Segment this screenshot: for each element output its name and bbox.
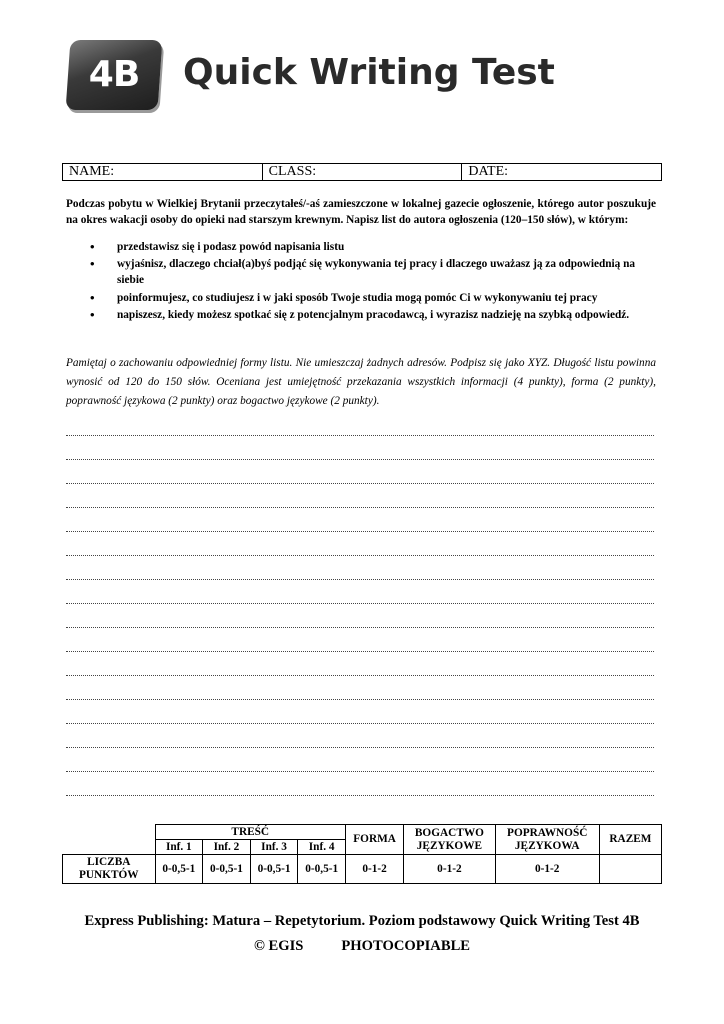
name-field[interactable]: NAME: — [63, 164, 263, 180]
task-bullet-list — [90, 239, 656, 324]
inf-score: 0-0,5-1 — [250, 855, 298, 884]
inf-header: Inf. 4 — [298, 840, 346, 855]
bogactwo-score: 0-1-2 — [404, 855, 495, 884]
inf-score: 0-0,5-1 — [155, 855, 203, 884]
score-table — [62, 824, 662, 884]
writing-line[interactable] — [66, 724, 654, 748]
bogactwo-header: BOGACTWO JĘZYKOWE — [404, 825, 495, 855]
student-info-table — [62, 163, 662, 181]
badge-label: 4B — [88, 54, 140, 95]
writing-line[interactable] — [66, 532, 654, 556]
forma-header: FORMA — [345, 825, 403, 855]
writing-line[interactable] — [66, 700, 654, 724]
inf-score: 0-0,5-1 — [298, 855, 346, 884]
razem-score[interactable] — [599, 855, 661, 884]
writing-area[interactable] — [66, 412, 654, 796]
task-bullet: • wyjaśnisz, dlaczego chciał(a)byś podjąć się wykonywania tej pracy i dlaczego uważasz ją za odpowiednią na siebie — [90, 256, 656, 288]
task-bullet: • napiszesz, kiedy możesz spotkać się z potencjalnym pracodawcą, i wyrazisz nadzieję na szybką odpowiedź. — [90, 307, 656, 323]
writing-line[interactable] — [66, 580, 654, 604]
inf-header: Inf. 2 — [203, 840, 251, 855]
publisher-footer: Express Publishing: Matura – Repetytorium. Poziom podstawowy Quick Writing Test 4B — [84, 913, 640, 929]
class-field[interactable]: CLASS: — [263, 164, 463, 180]
page-title: Quick Writing Test — [183, 52, 555, 93]
task-bullet: • przedstawisz się i podasz powód napisania listu — [90, 239, 656, 255]
writing-line[interactable] — [66, 628, 654, 652]
inf-header: Inf. 1 — [155, 840, 203, 855]
empty-corner — [63, 825, 156, 855]
task-intro: Podczas pobytu w Wielkiej Brytanii przeczytałeś/-aś zamieszczone w lokalnej gazecie ogłoszenie, którego autor poszukuje na okres wakacji osoby do opieki nad starszym krewnym. Napisz list do autora ogłoszenia (120–150 słów), w którym: — [66, 198, 656, 226]
writing-line[interactable] — [66, 460, 654, 484]
test-badge — [66, 40, 163, 110]
photocopiable-text: PHOTOCOPIABLE — [341, 938, 471, 954]
writing-line[interactable] — [66, 676, 654, 700]
writing-line[interactable] — [66, 556, 654, 580]
writing-line[interactable] — [66, 748, 654, 772]
writing-line[interactable] — [66, 436, 654, 460]
writing-line[interactable] — [66, 484, 654, 508]
inf-score: 0-0,5-1 — [203, 855, 251, 884]
forma-score: 0-1-2 — [345, 855, 403, 884]
writing-line[interactable] — [66, 412, 654, 436]
razem-header: RAZEM — [599, 825, 661, 855]
writing-line[interactable] — [66, 508, 654, 532]
writing-line[interactable] — [66, 772, 654, 796]
date-field[interactable]: DATE: — [468, 164, 509, 179]
writing-line[interactable] — [66, 604, 654, 628]
copyright-footer — [0, 938, 724, 955]
poprawnosc-header: POPRAWNOŚĆ JĘZYKOWA — [495, 825, 599, 855]
task-instructions: Pamiętaj o zachowaniu odpowiedniej formy listu. Nie umieszczaj żadnych adresów. Podpisz się jako XYZ. Długość listu powinna wynosić od 120 do 150 słów. Oceniana jest umiejętność przekazania wszystkich informacji (4 punkty), forma (2 punkty), poprawność językowa (2 punkty) oraz bogactwo językowe (2 punkty). — [66, 357, 656, 407]
tresc-header: TREŚĆ — [155, 825, 345, 840]
poprawnosc-score: 0-1-2 — [495, 855, 599, 884]
points-row-label: LICZBA PUNKTÓW — [63, 855, 156, 884]
task-bullet: • poinformujesz, co studiujesz i w jaki sposób Twoje studia mogą pomóc Ci w wykonywaniu tej pracy — [90, 290, 656, 306]
writing-line[interactable] — [66, 652, 654, 676]
inf-header: Inf. 3 — [250, 840, 298, 855]
copyright-text: © EGIS — [253, 938, 304, 954]
